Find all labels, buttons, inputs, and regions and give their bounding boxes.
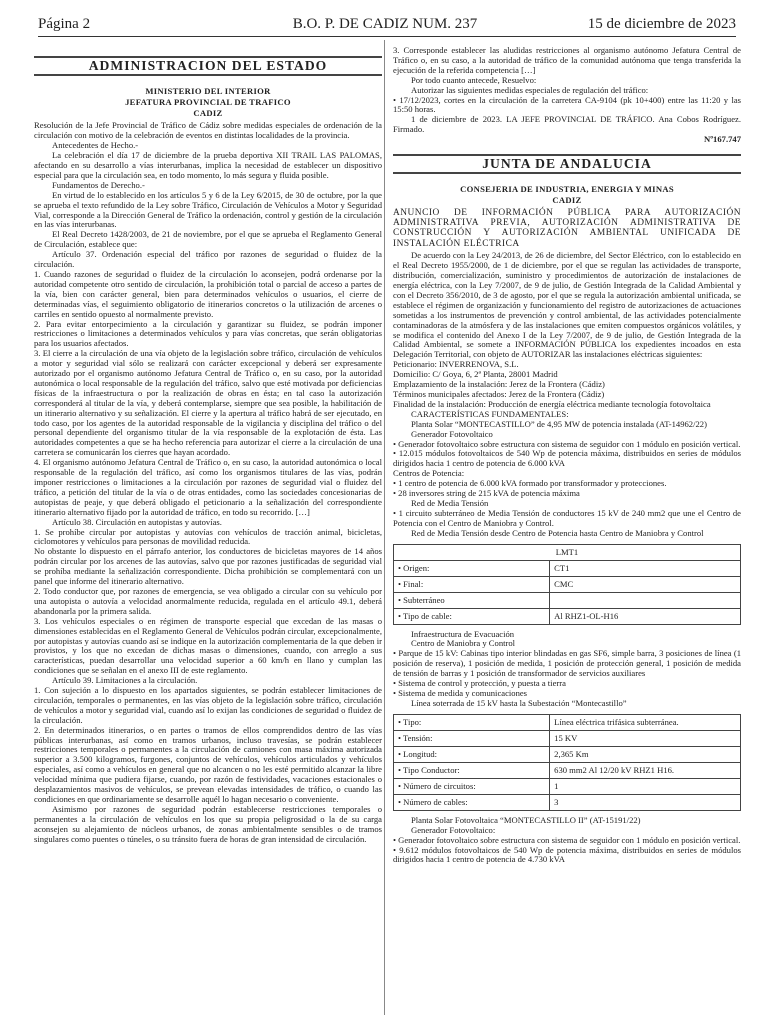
paragraph: En virtud de lo establecido en los artículos 5 y 6 de la Ley 6/2015, de 30 de octubre, por la que se aprueba el texto refundido de la Ley sobre Tráfico, Circulación de Vehículos a Motor y Seguridad Vial, corresponde a la Dirección General de Tráfico la ordenación, control y gestión de la circulación en las vías interurbanas. [34, 189, 382, 230]
column-divider [384, 40, 385, 1015]
table-key-cell: • Final: [394, 576, 550, 592]
table-row [394, 730, 741, 746]
paragraph: • Sistema de control y protección, y puesta a tierra [393, 678, 566, 689]
paragraph: • 1 centro de potencia de 6.000 kVA formado por transformador y protecciones. [393, 478, 667, 489]
paragraph: Resolución de la Jefe Provincial de Tráfico de Cádiz sobre medidas especiales de ordenación de la circulación con motivo de la celebración de eventos en distintas localidades de la provincia. [34, 120, 382, 141]
right-body [393, 251, 741, 865]
table-value-cell: 15 KV [550, 730, 741, 746]
paragraph: 3. Los vehículos especiales o en régimen de transporte especial que excedan de las masas o dimensiones establecidas en el Reglamento General de Vehículos podrán circular, excepcionalmente, por autopistas y autovías cuando así se indique en la autorización complementaria de la que deben ir provistos, y los que no excedan de dichas masas o dimensiones, cuando, con arreglo a sus características, puedan desarrollar una velocidad superior a 60 km/h en llano y cumplan las condiciones que se señalan en el anexo III de este reglamento. [34, 615, 382, 676]
bulletin-title: B.O. P. DE CADIZ NUM. 237 [292, 16, 478, 32]
table-value-cell: CMC [550, 576, 741, 592]
table-key-cell: • Tipo Conductor: [394, 762, 550, 778]
table-row [394, 576, 741, 592]
paragraph: 2. Para evitar entorpecimiento a la circulación y garantizar su fluidez, se podrán imponer restricciones o limitaciones a determinados vehículos y para vías concretas, que serán obligatorias para los usuarios afectados. [34, 318, 382, 349]
paragraph: • 1 circuito subterráneo de Media Tensión de conductores 15 kV de 240 mm2 que une el Centro de Potencia con el Centro de Maniobra y Control. [393, 507, 741, 528]
paragraph: Planta Solar “MONTECASTILLO” de 4,95 MW de potencia instalada (AT-14962/22) [411, 418, 707, 429]
table-row [394, 714, 741, 730]
paragraph: Fundamentos de Derecho.- [52, 179, 145, 190]
paragraph: • 12.015 módulos fotovoltaicos de 540 Wp de potencia máxima, distribuidos en series de módulos dirigidos hacia 1 centro de potencia de 6.000 kVA [393, 448, 741, 469]
paragraph: 1 de diciembre de 2023. LA JEFE PROVINCIAL DE TRÁFICO. Ana Cobos Rodríguez. Firmado. [393, 114, 741, 135]
table-key-cell: • Tipo: [394, 714, 550, 730]
right-top-body [393, 46, 741, 145]
paragraph: El Real Decreto 1428/2003, de 21 de noviembre, por el que se aprueba el Reglamento General de Circulación, establece que: [34, 229, 382, 250]
table-value-cell: Línea eléctrica trifásica subterránea. [550, 714, 741, 730]
paragraph: Centros de Potencia: [393, 468, 465, 479]
right-column [393, 46, 741, 865]
paragraph: 2. En determinados itinerarios, o en partes o tramos de ellos comprendidos dentro de las vías públicas interurbanas, así como en tramos urbanos, incluso travesías, se podrán establecer restricciones temporales o permanentes a la circulación de camiones con masa máxima autorizada superior a 3.500 kilogramos, furgones, conjuntos de vehículos, vehículos articulados y vehículos especiales, así como a vehículos en general que no alcancen o no les esté permitido alcanzar la libre velocidad mínima que pudiera fijarse, cuando, por razón de festividades, vacaciones estacionales o desplazamientos masivos de vehículos, se prevean elevadas intensidades de tráfico, o cuando las condiciones en que ordinariamente se desarrolle aquél lo hagan necesario o conveniente. [34, 724, 382, 805]
table-row [394, 560, 741, 576]
table-key-cell: • Subterráneo [394, 592, 550, 608]
paragraph: CARACTERÍSTICAS FUNDAMENTALES: [411, 408, 569, 419]
paragraph: Planta Solar Fotovoltaica “MONTECASTILLO II” (AT-15191/22) [411, 814, 641, 825]
ministry-heading: MINISTERIO DEL INTERIOR [145, 86, 271, 96]
paragraph: • Parque de 15 kV: Cabinas tipo interior blindadas en gas SF6, simple barra, 3 posiciones de línea (1 posición de reserva), 1 posición de medida, 1 posición de protección general, 1 posición de medida de tensión de barras y 1 posición de transformador de servicios auxiliares [393, 648, 741, 679]
paragraph: La celebración el día 17 de diciembre de la prueba deportiva XII TRAIL LAS PALOMAS, afectando en su desarrollo a vías interurbanas, implica la necesidad de establecer un dispositivo especial para que la circulación sea, en todo momento, lo más segura y fluida posible. [34, 150, 382, 180]
paragraph: Domicilio: C/ Goya, 6, 2ª Planta, 28001 Madrid [393, 369, 558, 380]
table-row [394, 794, 741, 810]
paragraph: Autorizar las siguientes medidas especiales de regulación del tráfico: [411, 84, 649, 95]
table-key-cell: • Tensión: [394, 730, 550, 746]
table-value-cell: 2,365 Km [550, 746, 741, 762]
table-row [394, 592, 741, 608]
paragraph: Generador Fotovoltaico [411, 428, 493, 439]
paragraph: No obstante lo dispuesto en el párrafo anterior, los conductores de bicicletas mayores de 14 años podrán circular por los arcenes de las autovías, salvo que por razones justificadas de seguridad vial se prohíba mediante la señalización correspondiente. Dicha prohibición se complementará con un panel que informe del itinerario alternativo. [34, 546, 382, 587]
paragraph: • Sistema de medida y comunicaciones [393, 688, 528, 698]
paragraph: 3. Corresponde establecer las aludidas restricciones al organismo autónomo Jefatura Central de Tráfico o, en su caso, a la autoridad de tráfico de la comunidad autónoma que tenga transferida la ejecución de la referida competencia […] [393, 45, 741, 75]
section-header [393, 154, 741, 174]
paragraph: Centro de Maniobra y Control [411, 638, 516, 649]
table-key-cell: • Número de cables: [394, 794, 550, 810]
paragraph: • Generador fotovoltaico sobre estructura con sistema de seguidor con 1 módulo en posición vertical. [393, 438, 741, 449]
paragraph: Términos municipales afectados: Jerez de la Frontera (Cádiz) [393, 388, 605, 399]
paragraph: Artículo 37. Ordenación especial del tráfico por razones de seguridad o fluidez de la circulación. [34, 249, 382, 270]
table-value-cell [550, 592, 741, 608]
section-title: JUNTA DE ANDALUCIA [482, 156, 652, 172]
paragraph: Finalidad de la instalación: Producción de energía eléctrica mediante tecnología fotovoltaica [393, 398, 711, 409]
table-row [394, 746, 741, 762]
paragraph: Antecedentes de Hecho.- [52, 140, 139, 151]
table-value-cell: Al RHZ1-OL-H16 [550, 608, 741, 624]
paragraph: 3. El cierre a la circulación de una vía objeto de la legislación sobre tráfico, circulación de vehículos a motor y seguridad vial sólo se realizará con carácter excepcional y deberá ser expresamente autorizado por el organismo autónomo Jefatura Central de Tráfico o, en su caso, por la autoridad autonómica o local responsable de la regulación del tráfico, salvo que esté motivada por deficiencias físicas de la infraestructura o por la realización de obras en ésta; en tal caso la autorización corresponderá al titular de la vía, y deberá contemplarse, siempre que sea posible, la habilitación de un itinerario alternativo y su señalización. El cierre y la apertura al tráfico habrá de ser ejecutado, en todo caso, por los agentes de la autoridad responsable de la vigilancia y disciplina del tráfico o del personal dependiente del organismo titular de la vía responsable de la explotación de ésta. Las autoridades competentes a que se ha hecho referencia para autorizar el cierre a la circulación de una carretera se comunicarán los cierres que hayan acordado. [34, 348, 382, 458]
table-key-cell: • Longitud: [394, 746, 550, 762]
table-row [394, 608, 741, 624]
section-header [34, 56, 382, 76]
section-title: ADMINISTRACION DEL ESTADO [88, 58, 328, 73]
paragraph: 1. Cuando razones de seguridad o fluidez de la circulación lo aconsejen, podrá ordenarse por la autoridad competente otro sentido de circulación, la prohibición total o parcial de acceso a partes de la vía, bien con carácter general, bien para determinados vehículos o usuarios, el cierre de determinadas vías, el seguimiento obligatorio de itinerarios concretos o la utilización de arcenes o carriles en sentido opuesto al normalmente previsto. [34, 268, 382, 319]
table-key-cell: • Número de circuitos: [394, 778, 550, 794]
table-key-cell: • Tipo de cable: [394, 608, 550, 624]
reference-number: Nº167.747 [704, 134, 741, 145]
announcement-title: ANUNCIO DE INFORMACIÓN PÚBLICA PARA AUTORIZACIÓN ADMINISTRATIVA PREVIA, AUTORIZACIÓN ADMINISTRATIVA DE CONSTRUCCIÓN Y AUTORIZACIÓN AMBIENTAL UNIFICADA DE INSTALACIÓN ELÉCTRICA [393, 207, 741, 249]
paragraph: Por todo cuanto antecede, Resuelvo: [411, 74, 537, 85]
paragraph: 1. Con sujeción a lo dispuesto en los apartados siguientes, se podrán establecer limitaciones de circulación, temporales o permanentes, en las vías objeto de la legislación sobre tráfico, circulación de vehículos a motor y seguridad vial, cuando así lo exijan las condiciones de seguridad o fluidez de la circulación. [34, 685, 382, 725]
paragraph: • Generador fotovoltaico sobre estructura con sistema de seguidor con 1 módulo en posición vertical. [393, 834, 741, 845]
paragraph: 1. Se prohíbe circular por autopistas y autovías con vehículos de tracción animal, bicicletas, ciclomotores y vehículos para personas de movilidad reducida. [34, 526, 382, 547]
table-header-cell: LMT1 [394, 544, 741, 560]
office-heading: JEFATURA PROVINCIAL DE TRAFICO [125, 96, 291, 107]
table-row [394, 762, 741, 778]
paragraph: • 17/12/2023, cortes en la circulación de la carretera CA-9104 (pk 10+400) entre las 11:20 y las 15:50 horas. [393, 94, 741, 115]
table-value-cell: 630 mm2 Al 12/20 kV RHZ1 H16. [550, 762, 741, 778]
paragraph: Emplazamiento de la instalación: Jerez de la Frontera (Cádiz) [393, 379, 605, 390]
council-heading: CONSEJERIA DE INDUSTRIA, ENERGIA Y MINAS [460, 184, 674, 195]
paragraph: Peticionario: INVERRENOVA, S.L. [393, 359, 519, 370]
paragraph: Red de Media Tensión desde Centro de Potencia hasta Centro de Maniobra y Control [411, 527, 704, 538]
paragraph: Asimismo por razones de seguridad podrán establecerse restricciones temporales o permanentes a la circulación de vehículos en los que su propia peligrosidad o la de su carga aconsejen su alejamiento de núcleos urbanos, de zonas ambientalmente sensibles o de tramos singulares como puentes o túneles, o su tránsito fuera de horas de gran intensidad de circulación. [34, 803, 382, 844]
page-number: Página 2 [38, 16, 91, 32]
spec-table [393, 714, 741, 811]
paragraph: Infraestructura de Evacuación [411, 628, 515, 639]
paragraph: Artículo 39. Limitaciones a la circulación. [52, 675, 198, 686]
paragraph: De acuerdo con la Ley 24/2013, de 26 de diciembre, del Sector Eléctrico, con lo establecido en el Real Decreto 1955/2000, de 1 de diciembre, por el que se regulan las actividades de transporte, distribución, comercialización, suministro y procedimientos de autorización de instalaciones de energía eléctrica, con la Ley 7/2007, de 9 de julio, de Gestión Integrada de la Calidad Ambiental y con el Decreto 356/2010, de 3 de agosto, por el que se regula la autorización ambiental unificada, se establece el régimen de organización y funcionamiento del registro de autorizaciones de actuaciones sometidas a los instrumentos de prevención y control ambiental, de las actividades potencialmente contaminadoras de la atmósfera y de las instalaciones que emiten compuestos orgánicos volátiles, y se modifica el contenido del Anexo I de la Ley 7/2007, de 9 de julio, de Gestión Integrada de la Calidad Ambiental, se somete a INFORMACIÓN PÚBLICA los expedientes incoados en esta Delegación Territorial, con objeto de AUTORIZAR las instalaciones eléctricas siguientes: [393, 250, 741, 360]
paragraph: • 9.612 módulos fotovoltaicos de 540 Wp de potencia máxima, distribuidos en series de módulos dirigidos hacia 1 centro de potencia de 4.730 kVA [393, 844, 741, 865]
paragraph: Línea soterrada de 15 kV hasta la Subestación “Montecastillo” [411, 697, 627, 708]
table-key-cell: • Origen: [394, 560, 550, 576]
table-value-cell: 3 [550, 794, 741, 810]
city-heading: CADIZ [193, 107, 223, 118]
paragraph: • 28 inversores string de 215 kVA de potencia máxima [393, 488, 580, 499]
spec-table [393, 544, 741, 625]
city-heading: CADIZ [552, 194, 582, 205]
paragraph: Artículo 38. Circulación en autopistas y autovías. [52, 516, 222, 527]
left-body [34, 121, 382, 844]
table-value-cell: CT1 [550, 560, 741, 576]
issue-date: 15 de diciembre de 2023 [587, 16, 736, 32]
paragraph: Generador Fotovoltaico: [411, 824, 496, 835]
paragraph: 4. El organismo autónomo Jefatura Central de Tráfico o, en su caso, la autoridad autonómica o local responsable de la regulación del tráfico, así como los organismos titulares de las vías, podrán imponer restricciones o limitaciones a la circulación por razones de seguridad vial o fluidez del tráfico, a petición del titular de la vía o de otras entidades, como las sociedades concesionarias de autopistas de peaje, y que deberá obligado el peticionario a la señalización del correspondiente itinerario alternativo fijado por la autoridad de tráfico, en todo su recorrido. […] [34, 457, 382, 517]
table-value-cell: 1 [550, 778, 741, 794]
paragraph: 2. Todo conductor que, por razones de emergencia, se vea obligado a circular con su vehículo por una autopista o autovía a velocidad anormalmente reducida, regulada en el artículo 49.1, deberá abandonarla por la primera salida. [34, 585, 382, 616]
left-column [34, 46, 382, 845]
header-rule [38, 36, 736, 37]
paragraph: Red de Media Tensión [411, 497, 489, 508]
table-row [394, 778, 741, 794]
